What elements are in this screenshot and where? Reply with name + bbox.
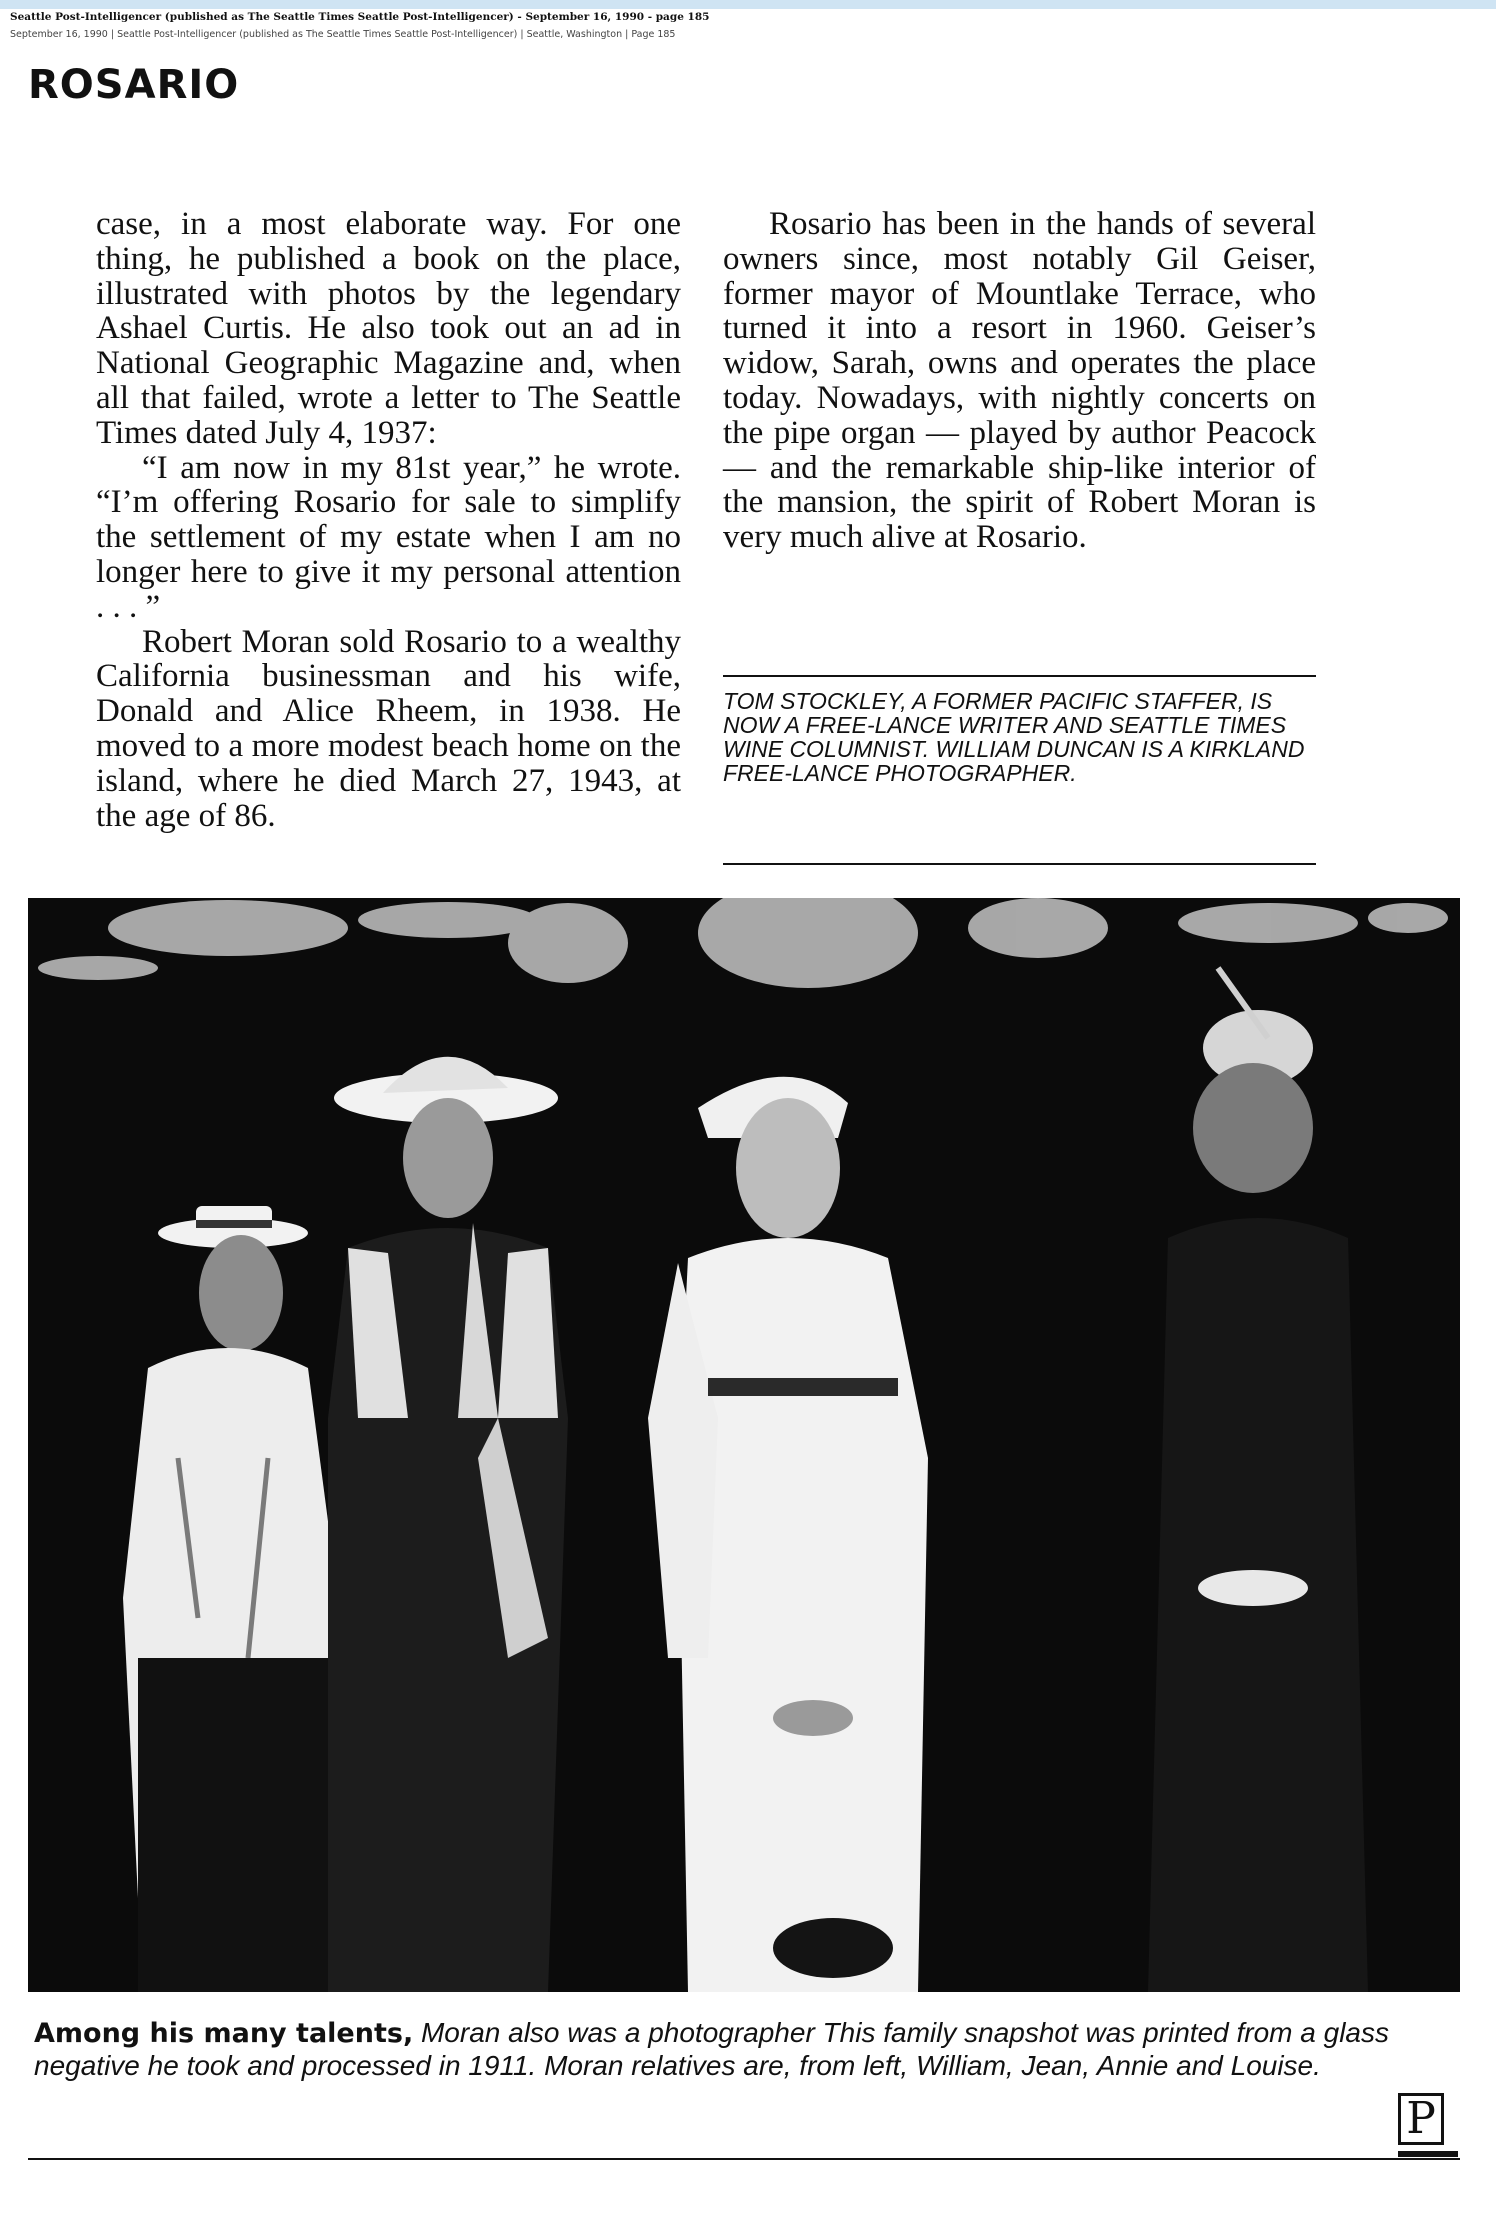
article-paragraph: case, in a most elaborate way. For one thing, he published a book on the place, illustrated with photos by the legendary Ashael Curtis. He also took out an ad in National Geographic Magazine and, when all that failed, wrote a letter to The Seattle Times dated July 4, 1937:: [96, 206, 681, 451]
article-column-right: [723, 207, 1316, 555]
viewer-top-bar: [0, 0, 1496, 9]
byline-top-rule: [723, 675, 1316, 677]
article-paragraph: “I am now in my 81st year,” he wrote. “I’m offering Rosario for sale to simplify the settlement of my estate when I am no longer here to give it my personal attention . . . ”: [96, 449, 681, 625]
article-paragraph: Rosario has been in the hands of several owners since, most notably Gil Geiser, former mayor of Mountlake Terrace, who turned it into a resort in 1960. Geiser’s widow, Sarah, owns and operates the place today. Nowadays, with nightly concerts on the pipe organ — played by author Peacock — and the remarkable ship-like interior of the mansion, the spirit of Robert Moran is very much alive at Rosario.: [723, 206, 1316, 556]
source-citation: Seattle Post-Intelligencer (published as The Seattle Times Seattle Post-Intelligencer) - September 16, 1990 - page 185: [10, 11, 710, 23]
author-byline: TOM STOCKLEY, A FORMER PACIFIC STAFFER, IS NOW A FREE-LANCE WRITER AND SEATTLE TIMES WINE COLUMNIST. WILLIAM DUNCAN IS A KIRKLAND FREE-LANCE PHOTOGRAPHER.: [723, 688, 1305, 786]
logo-underline: [1398, 2151, 1458, 2157]
photo-caption: [34, 2017, 1454, 2082]
caption-lead: Among his many talents,: [34, 2018, 414, 2049]
page-bottom-rule: [28, 2158, 1460, 2160]
family-photo: [28, 898, 1460, 1992]
caption-body: Moran also was a photographer This family snapshot was printed from a glass negative he took and processed in 1911. Moran relatives are, from left, William, Jean, Annie and Louise.: [34, 2017, 1390, 2081]
publication-logo: P: [1398, 2093, 1444, 2145]
section-title: ROSARIO: [28, 62, 240, 108]
family-photo-graphic: [28, 898, 1460, 1992]
article-paragraph: Robert Moran sold Rosario to a wealthy California businessman and his wife, Donald and Alice Rheem, in 1938. He moved to a more modest beach home on the island, where he died March 27, 1943, at the age of 86.: [96, 623, 681, 834]
article-column-left: [96, 207, 681, 833]
source-meta: September 16, 1990 | Seattle Post-Intelligencer (published as The Seattle Times Seattle Post-Intelligencer) | Seattle, Washington | Page 185: [10, 29, 676, 40]
byline-bottom-rule: [723, 863, 1316, 865]
